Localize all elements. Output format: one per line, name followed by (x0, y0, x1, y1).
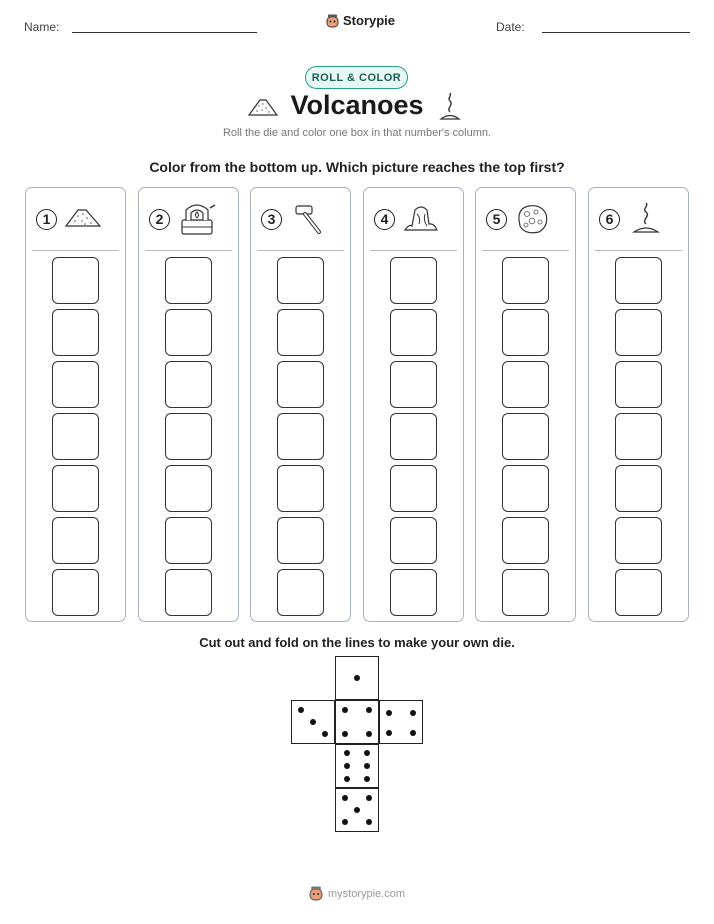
furnace-icon (176, 202, 216, 236)
die-pip (298, 707, 304, 713)
column-3 (250, 187, 351, 622)
color-box[interactable] (502, 517, 549, 564)
color-box[interactable] (502, 361, 549, 408)
die-face-1 (335, 656, 379, 700)
color-box[interactable] (615, 465, 662, 512)
die-pip (366, 707, 372, 713)
color-box[interactable] (277, 257, 324, 304)
color-box[interactable] (52, 465, 99, 512)
column-header (149, 202, 216, 236)
color-box[interactable] (390, 517, 437, 564)
subtitle: Roll the die and color one box in that number's column. (222, 127, 492, 139)
die-pip (366, 795, 372, 801)
color-box[interactable] (277, 465, 324, 512)
die-pip (342, 819, 348, 825)
die-pip (354, 807, 360, 813)
color-box[interactable] (277, 413, 324, 460)
color-box[interactable] (52, 361, 99, 408)
steam-vent-icon (439, 92, 461, 122)
column-divider (32, 250, 119, 251)
column-2 (138, 187, 239, 622)
column-6 (588, 187, 689, 622)
die-pip (344, 750, 350, 756)
color-box[interactable] (277, 517, 324, 564)
mascot-icon (326, 14, 339, 28)
color-box[interactable] (615, 309, 662, 356)
die-pip (354, 675, 360, 681)
color-box[interactable] (615, 569, 662, 616)
color-box[interactable] (165, 517, 212, 564)
mascot-icon (309, 886, 323, 901)
die-pip (410, 730, 416, 736)
column-number: 5 (486, 209, 507, 230)
color-box[interactable] (52, 517, 99, 564)
die-pip (342, 707, 348, 713)
die-pip (364, 776, 370, 782)
die-pip (410, 710, 416, 716)
color-box[interactable] (165, 413, 212, 460)
color-box[interactable] (502, 465, 549, 512)
rock-icon (513, 202, 553, 236)
die-pip (366, 731, 372, 737)
color-box[interactable] (390, 569, 437, 616)
instruction: Color from the bottom up. Which picture reaches the top first? (149, 159, 565, 175)
die-pip (322, 731, 328, 737)
steam-vent-icon (626, 202, 666, 236)
color-box[interactable] (502, 569, 549, 616)
column-header (36, 202, 103, 236)
die-pip (366, 819, 372, 825)
column-divider (370, 250, 457, 251)
column-header (374, 202, 441, 236)
die-face-4 (335, 700, 379, 744)
color-box[interactable] (390, 257, 437, 304)
color-box[interactable] (165, 569, 212, 616)
color-box[interactable] (390, 361, 437, 408)
page-title: Volcanoes (290, 90, 424, 120)
die-face-4 (379, 700, 423, 744)
column-divider (482, 250, 569, 251)
color-box[interactable] (277, 309, 324, 356)
date-label: Date: (496, 20, 525, 34)
color-box[interactable] (502, 257, 549, 304)
color-box[interactable] (165, 465, 212, 512)
column-header (599, 202, 666, 236)
column-divider (145, 250, 232, 251)
color-box[interactable] (615, 517, 662, 564)
die-face-3 (291, 700, 335, 744)
color-box[interactable] (52, 309, 99, 356)
die-face-5 (335, 788, 379, 832)
die-pip (364, 763, 370, 769)
die-pip (310, 719, 316, 725)
die-pip (364, 750, 370, 756)
color-box[interactable] (52, 569, 99, 616)
color-box[interactable] (502, 309, 549, 356)
column-header (261, 202, 328, 236)
die-pip (342, 731, 348, 737)
footer (0, 886, 714, 901)
die-pip (344, 776, 350, 782)
column-1 (25, 187, 126, 622)
color-box[interactable] (390, 413, 437, 460)
column-header (486, 202, 553, 236)
column-number: 2 (149, 209, 170, 230)
column-number: 4 (374, 209, 395, 230)
column-number: 6 (599, 209, 620, 230)
column-5 (475, 187, 576, 622)
die-pip (386, 730, 392, 736)
color-box[interactable] (52, 257, 99, 304)
die-face-6 (335, 744, 379, 788)
color-box[interactable] (165, 309, 212, 356)
color-box[interactable] (52, 413, 99, 460)
die-instruction: Cut out and fold on the lines to make your own die. (199, 635, 515, 650)
lava-flow-icon (401, 202, 441, 236)
name-line[interactable] (72, 32, 257, 33)
color-box[interactable] (502, 413, 549, 460)
date-line[interactable] (542, 32, 690, 33)
color-box[interactable] (165, 257, 212, 304)
column-number: 3 (261, 209, 282, 230)
column-divider (595, 250, 682, 251)
color-box[interactable] (615, 257, 662, 304)
color-box[interactable] (615, 361, 662, 408)
brand-name: Storypie (343, 13, 396, 28)
color-box[interactable] (165, 361, 212, 408)
column-number: 1 (36, 209, 57, 230)
color-box[interactable] (277, 569, 324, 616)
column-divider (257, 250, 344, 251)
die-pip (386, 710, 392, 716)
brand-logo (326, 13, 395, 28)
color-box[interactable] (277, 361, 324, 408)
color-box[interactable] (615, 413, 662, 460)
die-pip (344, 763, 350, 769)
color-box[interactable] (390, 309, 437, 356)
activity-badge: ROLL & COLOR (305, 66, 408, 89)
footer-url: mystorypie.com (327, 887, 406, 900)
color-box[interactable] (390, 465, 437, 512)
ash-pile-icon (63, 202, 103, 236)
column-4 (363, 187, 464, 622)
die-pip (342, 795, 348, 801)
hammer-icon (288, 202, 328, 236)
name-label: Name: (24, 20, 60, 34)
